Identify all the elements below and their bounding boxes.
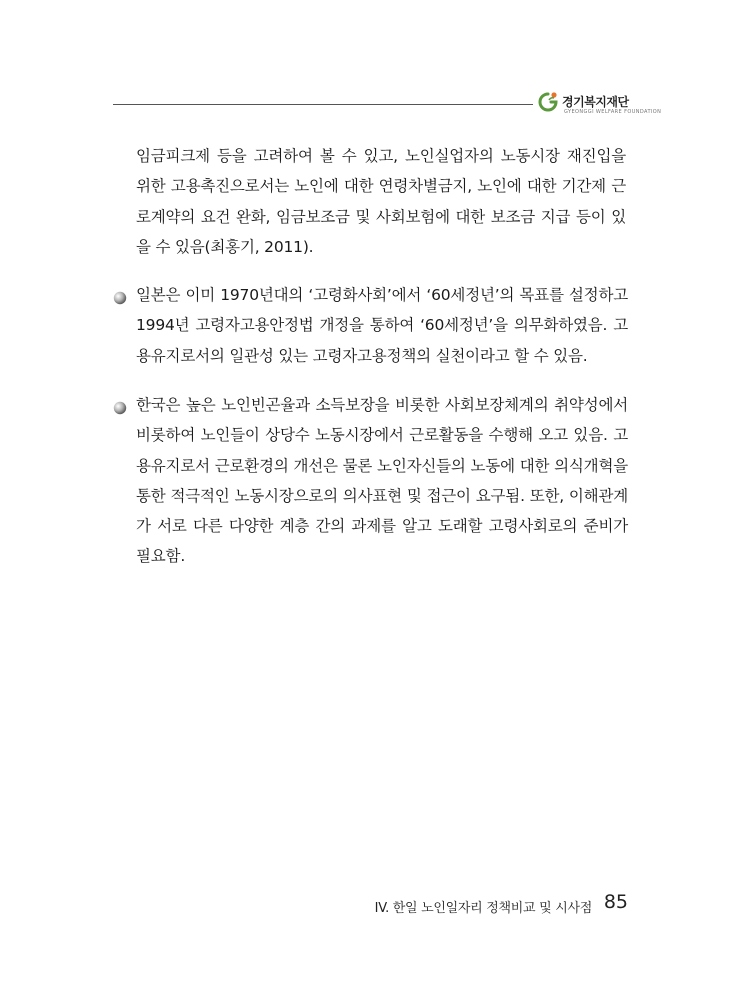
foundation-logo [536, 88, 662, 122]
page-number: 85 [603, 891, 628, 913]
grey-sphere-bullet-icon [113, 401, 127, 415]
bullet-text: 한국은 높은 노인빈곤율과 소득보장을 비롯한 사회보장체계의 취약성에서 비롯하여 노인들이 상당수 노동시장에서 근로활동을 수행해 오고 있음. 고용유지로서 근로환경의 개선은 물론 노인자신들의 노동에 대한 의식개혁을 통한 적극적인 노동시장으로의 의사표현 및 접근이 요구됨. 또한, 이해관계가 서로 다른 다양한 계층 간의 과제를 알고 도래할 고령사회로의 준비가 필요함. [136, 396, 628, 566]
logo-name: 경기복지재단 [562, 95, 629, 109]
logo-subtitle: GYEONGGI WELFARE FOUNDATION [564, 109, 662, 115]
bullet-text: 일본은 이미 1970년대의 ‘고령화사회’에서 ‘60세정년’의 목표를 설정하고 1994년 고령자고용안정법 개정을 통하여 ‘60세정년’을 의무화하였음. 고용유지로서의 일관성 있는 고령자고용정책의 실천이라고 할 수 있음. [136, 286, 628, 365]
body-paragraph: 임금피크제 등을 고려하여 볼 수 있고, 노인실업자의 노동시장 재진입을 위한 고용촉진으로서는 노인에 대한 연령차별금지, 노인에 대한 기간제 근로계약의 요건 완화, 임금보조금 및 사회보험에 대한 보조금 지급 등이 있을 수 있음(최홍기, 2011). [136, 147, 626, 256]
grey-sphere-bullet-icon [113, 291, 127, 305]
foundation-logo-icon [536, 90, 560, 114]
chapter-title: IV. 한일 노인일자리 정책비교 및 시사점 [374, 901, 592, 916]
page-footer [374, 891, 628, 917]
header-rule [113, 104, 533, 105]
